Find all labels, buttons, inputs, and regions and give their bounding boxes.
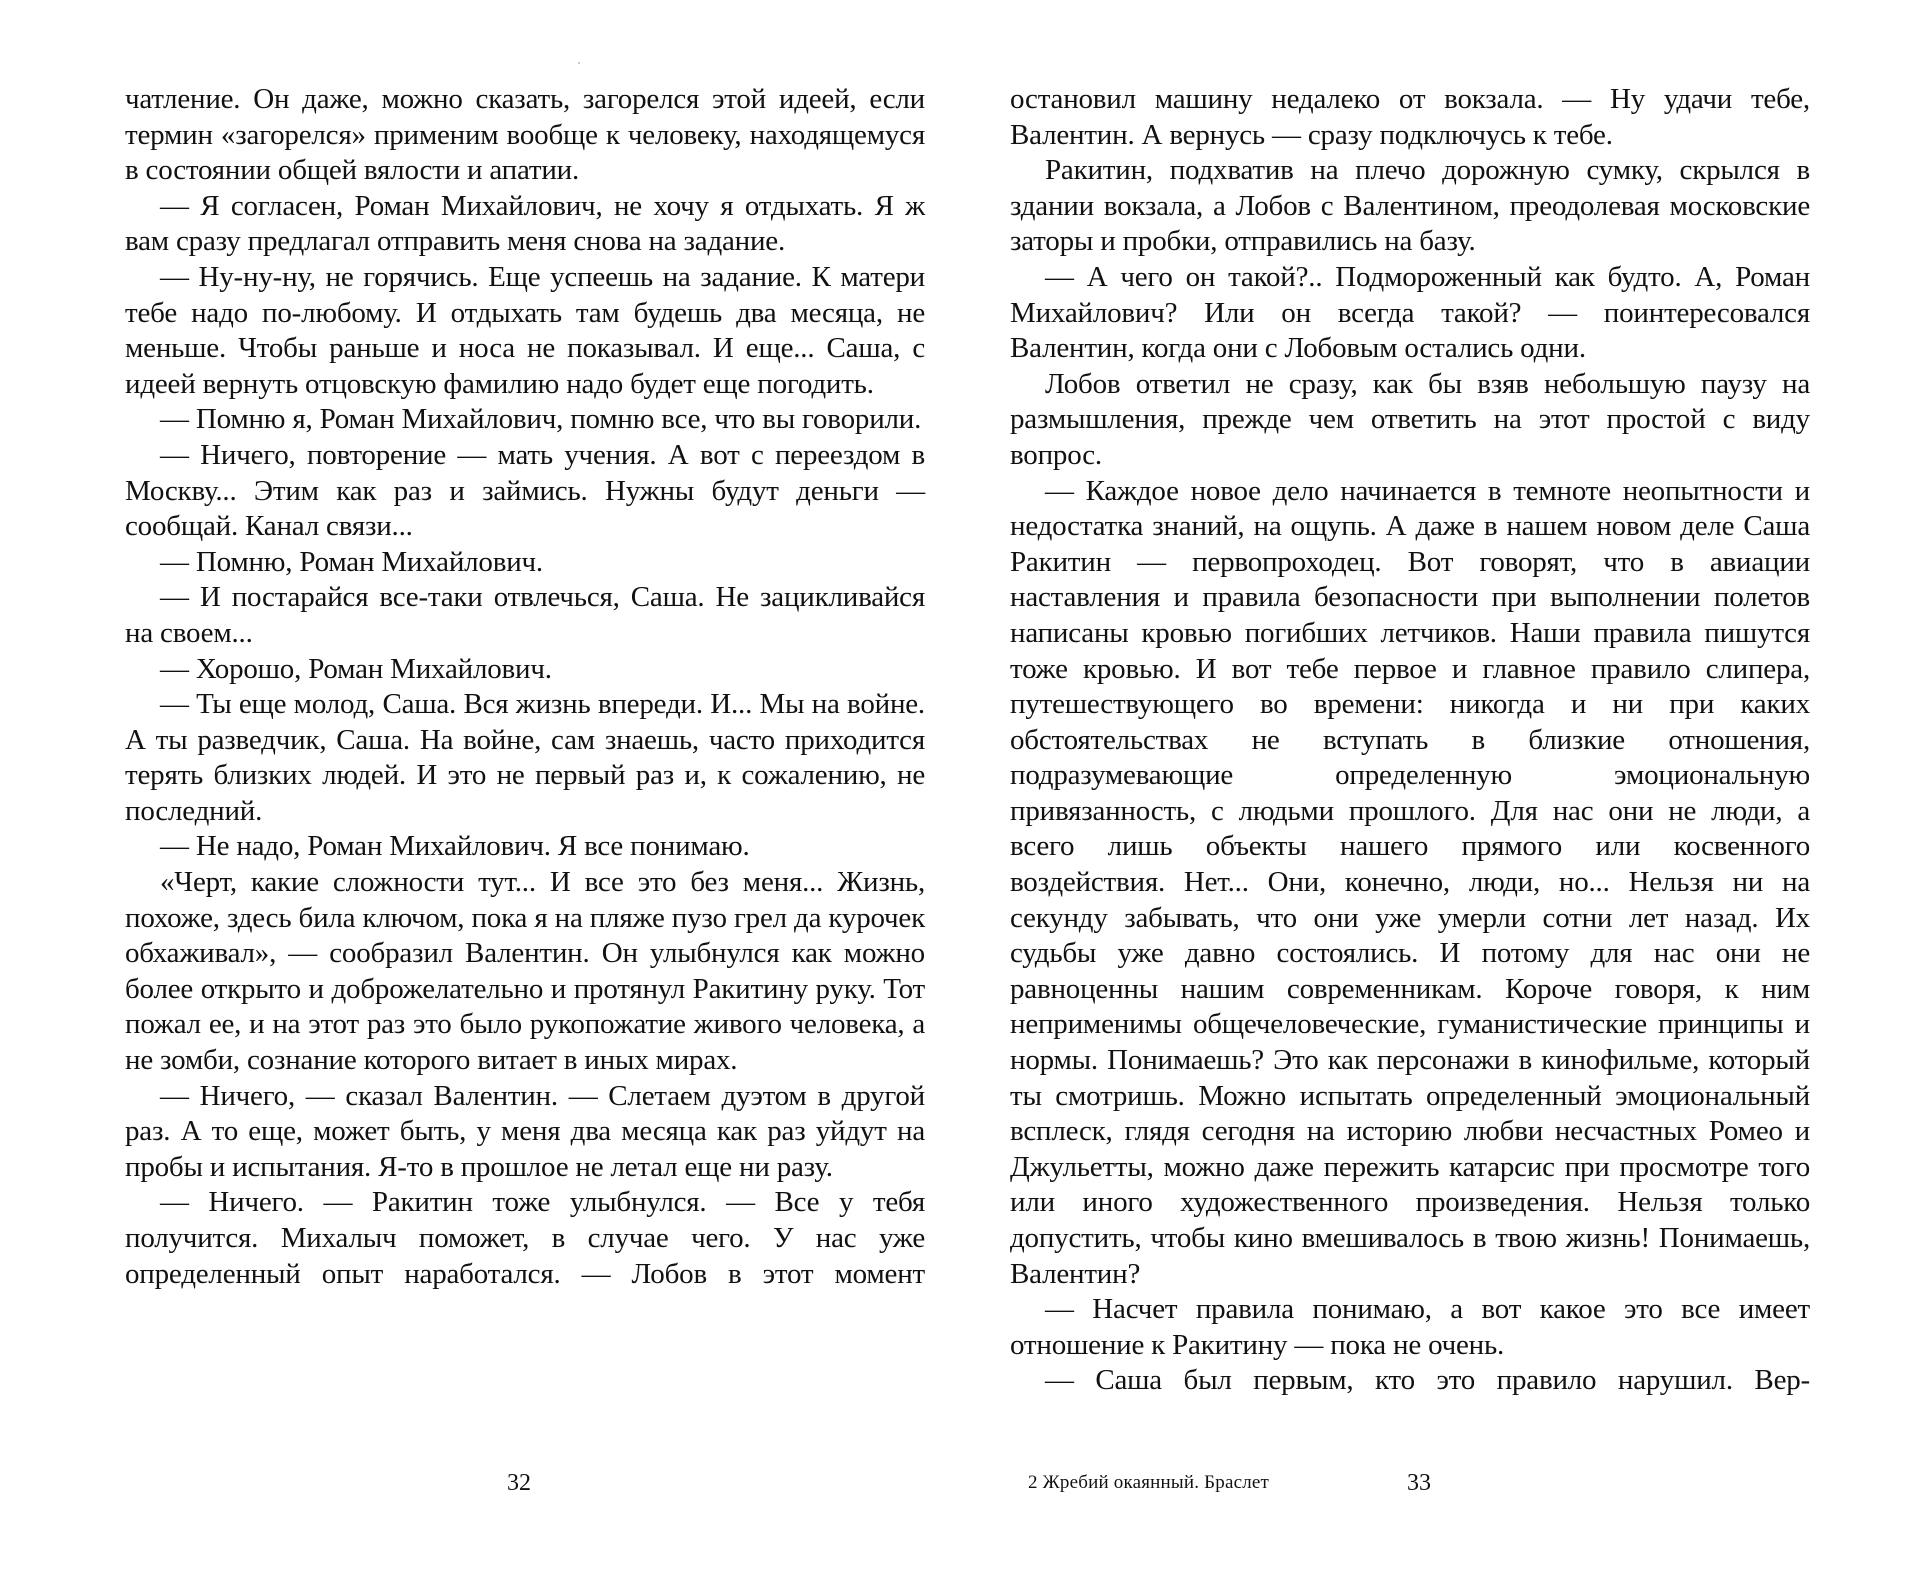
paragraph: — Саша был первым, кто это правило нарушил. Вер- [1045,1364,1810,1397]
paragraph: — Ты еще молод, Саша. Вся жизнь впереди. И... Мы на войне. А ты разведчик, Саша. На войне, сам знаешь, часто приходится терять близких людей. И это не первый раз и, к сожалению, не последний. [125,688,925,827]
paragraph: — Насчет правила понимаю, а вот какое это все имеет отношение к Ракитину — пока не очень. [1010,1293,1810,1361]
paragraph: — Каждое новое дело начинается в темноте неопытности и недостатка знаний, на ощупь. А даже в нашем новом деле Саша Ракитин — первопроходец. Вот говорят, что в авиации наставления и правила безопасности при выполнении полетов написаны кровью погибших летчиков. Наши правила пишутся тоже кровью. И вот тебе первое и главное правило слипера, путешествующего во времени: никогда и ни при каких обстоятельствах не вступать в близкие отношения, подразумевающие определенную эмоциональную привязанность, с людьми прошлого. Для нас они не люди, а всего лишь объекты нашего прямого или косвенного воздействия. Нет... Они, конечно, люди, но... Нельзя ни на секунду забывать, что они уже умерли сотни лет назад. Их судьбы уже давно состоялись. И потому для нас они не равноценны нашим современникам. Короче говоря, к ним неприменимы общечеловеческие, гуманистические принципы и нормы. Понимаешь? Это как персонажи в кинофильме, который ты смотришь. Можно испытать определенный эмоциональный всплеск, глядя сегодня на историю любви несчастных Ромео и Джульетты, можно даже пережить катарсис при просмотре того или иного художественного произведения. Нельзя только допустить, чтобы кино вмешивалось в твою жизнь! Понимаешь, Валентин? [1010,474,1810,1290]
left-page-body [125,82,925,1292]
paragraph: «Черт, какие сложности тут... И все это без меня... Жизнь, похоже, здесь била ключом, пока я на пляже пузо грел да курочек обхаживал», — сообразил Валентин. Он улыбнулся как можно более открыто и доброжелательно и протянул Ракитину руку. Тот пожал ее, и на этот раз это было рукопожатие живого человека, а не зомби, сознание которого витает в иных мирах. [125,866,925,1077]
paragraph: Ракитин, подхватив на плечо дорожную сумку, скрылся в здании вокзала, а Лобов с Валентином, преодолевая московские заторы и пробки, отправились на базу. [1010,154,1810,258]
running-title: 2 Жребий окаянный. Браслет [1028,1472,1270,1493]
page-number-left: 32 [507,1470,531,1496]
paragraph: — Не надо, Роман Михайлович. Я все понимаю. [160,830,750,863]
right-page-body [1010,82,1810,1399]
paragraph: — Ничего, повторение — мать учения. А вот с переездом в Москву... Этим как раз и займись. Нужны будут деньги — сообщай. Канал связи... [125,438,925,543]
paragraph: — Помню, Роман Михайлович. [160,545,543,578]
page-number-right: 33 [1407,1470,1431,1496]
paragraph: — Помню я, Роман Михайлович, помню все, что вы говорили. [160,403,922,436]
paragraph: — Ну-ну-ну, не горячись. Еще успеешь на задание. К матери тебе надо по-любому. И отдыхать там будешь два месяца, не меньше. Чтобы раньше и носа не показывал. И еще... Саша, с идеей вернуть отцовскую фамилию надо будет еще погодить. [125,260,925,400]
right-page [1010,82,1810,1482]
paragraph: Лобов ответил не сразу, как бы взяв небольшую паузу на размышления, прежде чем ответить на этот простой с виду вопрос. [1010,367,1810,471]
paragraph: — Ничего. — Ракитин тоже улыбнулся. — Все у тебя получится. Михалыч поможет, в случае чего. У нас уже определенный опыт наработался. — Лобов в этот момент [125,1186,925,1290]
paragraph: — Я согласен, Роман Михайлович, не хочу я отдыхать. Я ж вам сразу предлагал отправить меня снова на задание. [125,189,925,258]
gutter-speck [578,62,580,64]
paragraph: — А чего он такой?.. Подмороженный как будто. А, Роман Михайлович? Или он всегда такой? — поинтересовался Валентин, когда они с Лобовым остались одни. [1010,260,1810,365]
paragraph: чатление. Он даже, можно сказать, загорелся этой идеей, если термин «загорелся» применим вообще к человеку, находящемуся в состоянии общей вялости и апатии. [125,83,925,187]
paragraph: — Хорошо, Роман Михайлович. [160,652,552,685]
paragraph: — И постарайся все-таки отвлечься, Саша. Не зацикливайся на своем... [125,581,925,649]
paragraph: — Ничего, — сказал Валентин. — Слетаем дуэтом в другой раз. А то еще, может быть, у меня два месяца как раз уйдут на пробы и испытания. Я-то в прошлое не летал еще ни разу. [125,1079,925,1183]
paragraph: остановил машину недалеко от вокзала. — Ну удачи тебе, Валентин. А вернусь — сразу подключусь к тебе. [1010,83,1810,151]
left-page [125,82,925,1482]
